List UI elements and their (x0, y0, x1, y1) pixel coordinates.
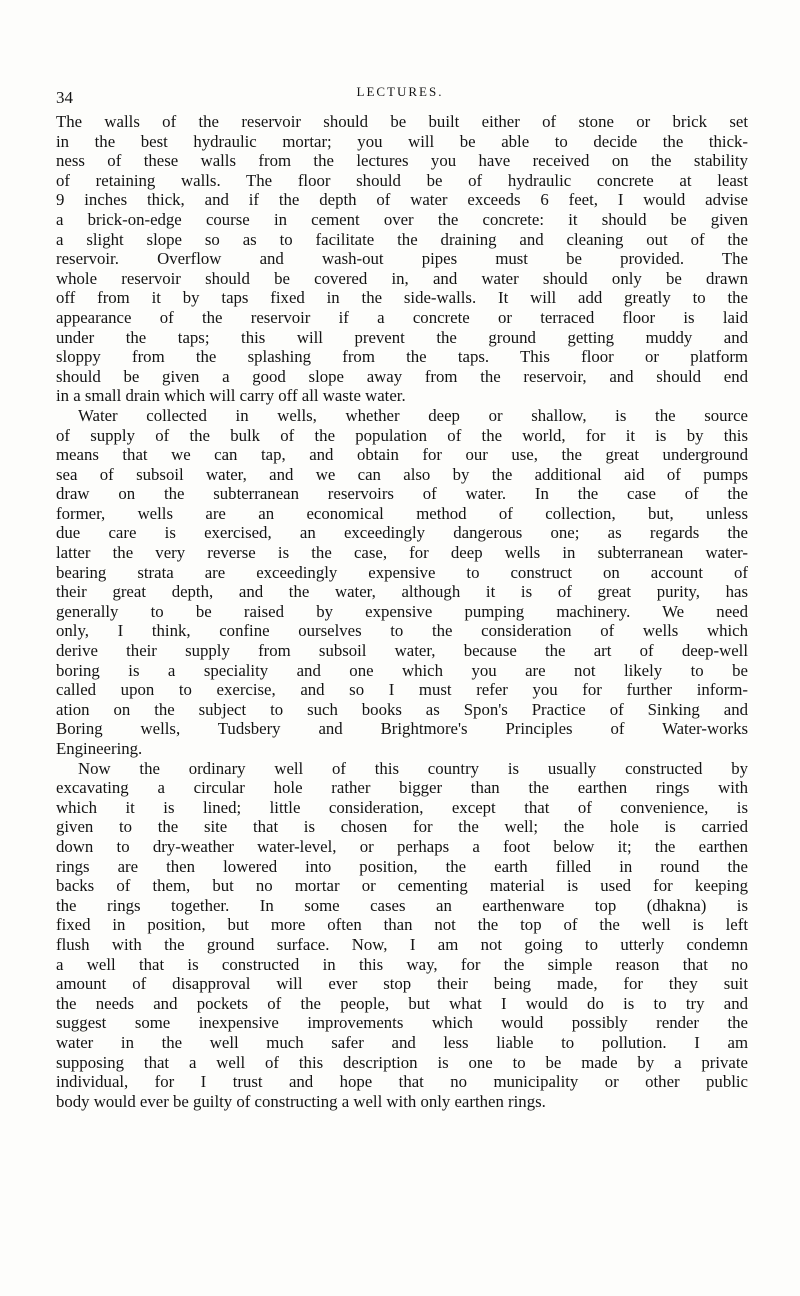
text-line: of retaining walls. The floor should be of hydraulic concrete at least (56, 170, 748, 190)
text-line: derive their supply from subsoil water, because the art of deep-well (56, 641, 748, 661)
running-head: LECTURES. (356, 84, 444, 99)
text-line: ness of these walls from the lectures you have received on the stability (56, 151, 748, 171)
text-line: of supply of the bulk of the population of the world, for it is by this (56, 425, 748, 445)
text-line: Water collected in wells, whether deep or shallow, is the source (78, 405, 748, 425)
text-line: their great depth, and the water, although it is of great purity, has (56, 582, 748, 602)
text-line: in the best hydraulic mortar; you will be able to decide the thick- (56, 131, 748, 151)
text-line: amount of disapproval will ever stop their being made, for they suit (56, 974, 748, 994)
text-line: off from it by taps fixed in the side-walls. It will add greatly to the (56, 288, 748, 308)
text-line: Boring wells, Tudsbery and Brightmore's Principles of Water-works (56, 719, 748, 739)
text-line: draw on the subterranean reservoirs of water. In the case of the (56, 484, 748, 504)
text-line: fixed in position, but more often than not the top of the well is left (56, 915, 748, 935)
text-line: individual, for I trust and hope that no municipality or other public (56, 1072, 748, 1092)
text-line: whole reservoir should be covered in, and water should only be drawn (56, 268, 748, 288)
text-line: sea of subsoil water, and we can also by the additional aid of pumps (56, 464, 748, 484)
text-line: boring is a speciality and one which you are not likely to be (56, 660, 748, 680)
text-line: which it is lined; little consideration, except that of convenience, is (56, 797, 748, 817)
text-line: former, wells are an economical method of collection, but, unless (56, 503, 748, 523)
text-line: excavating a circular hole rather bigger than the earthen rings with (56, 778, 748, 798)
text-line: suggest some inexpensive improvements which would possibly render the (56, 1013, 748, 1033)
text-line: a slight slope so as to facilitate the draining and cleaning out of the (56, 229, 748, 249)
text-line: should be given a good slope away from the reservoir, and should end (56, 366, 748, 386)
text-line: appearance of the reservoir if a concrete or terraced floor is laid (56, 307, 748, 327)
text-line: called upon to exercise, and so I must refer you for further inform- (56, 680, 748, 700)
page-number: 34 (56, 88, 73, 107)
text-line: the needs and pockets of the people, but what I would do is to try and (56, 993, 748, 1013)
text-line: in a small drain which will carry off all waste water. (56, 386, 406, 406)
text-line: body would ever be guilty of constructing a well with only earthen rings. (56, 1091, 546, 1111)
text-line: ation on the subject to such books as Spon's Practice of Sinking and (56, 699, 748, 719)
text-line: due care is exercised, an exceedingly dangerous one; as regards the (56, 523, 748, 543)
text-line: only, I think, confine ourselves to the consideration of wells which (56, 621, 748, 641)
text-line: a well that is constructed in this way, for the simple reason that no (56, 954, 748, 974)
text-line: flush with the ground surface. Now, I am not going to utterly condemn (56, 934, 748, 954)
text-line: a brick-on-edge course in cement over the concrete: it should be given (56, 209, 748, 229)
text-line: the rings together. In some cases an earthenware top (dhakna) is (56, 895, 748, 915)
text-line: Engineering. (56, 739, 143, 758)
text-line: supposing that a well of this description is one to be made by a private (56, 1052, 748, 1072)
text-line: The walls of the reservoir should be built either of stone or brick set (56, 112, 748, 131)
text-line: latter the very reverse is the case, for deep wells in subterranean water- (56, 543, 748, 563)
text-line: water in the well much safer and less liable to pollution. I am (56, 1032, 748, 1052)
text-line: backs of them, but no mortar or cementing material is used for keeping (56, 876, 748, 896)
text-line: reservoir. Overflow and wash-out pipes must be provided. The (56, 249, 748, 269)
text-line: given to the site that is chosen for the well; the hole is carried (56, 817, 748, 837)
text-line: rings are then lowered into position, the earth filled in round the (56, 856, 748, 876)
text-line: under the taps; this will prevent the ground getting muddy and (56, 327, 748, 347)
text-line: sloppy from the splashing from the taps. This floor or platform (56, 347, 748, 367)
text-line: bearing strata are exceedingly expensive to construct on account of (56, 562, 748, 582)
text-line: down to dry-weather water-level, or perhaps a foot below it; the earthen (56, 836, 748, 856)
text-line: 9 inches thick, and if the depth of water exceeds 6 feet, I would advise (56, 190, 748, 210)
text-line: means that we can tap, and obtain for our use, the great underground (56, 445, 748, 465)
text-line: Now the ordinary well of this country is usually constructed by (78, 758, 748, 778)
text-line: generally to be raised by expensive pumping machinery. We need (56, 601, 748, 621)
body-text (56, 112, 748, 1111)
